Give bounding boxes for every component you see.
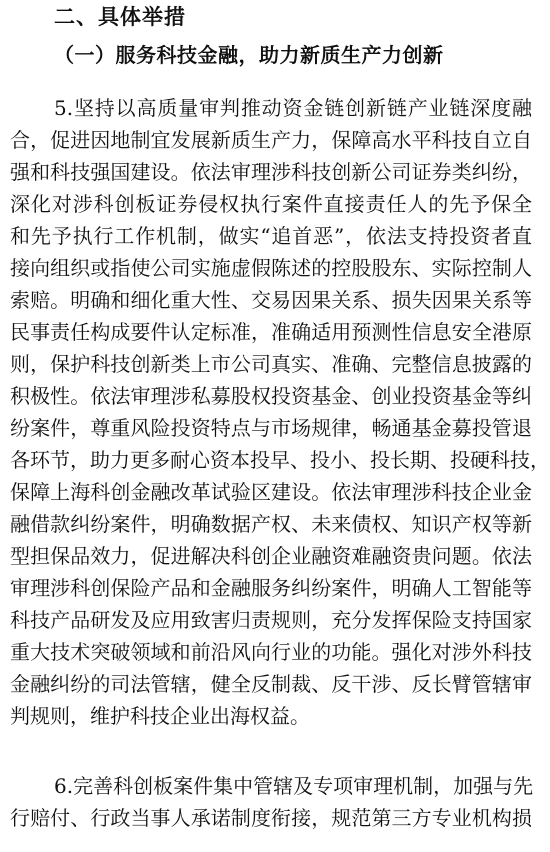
paragraph-6-line: 6.完善科创板案件集中管辖及专项审理机制，加强与先 [54,774,534,798]
paragraph-5-line: 则，保护科技创新类上市公司真实、准确、完整信息披露的 [10,352,532,376]
paragraph-5-line: 保障上海科创金融改革试验区建设。依法审理涉科技企业金 [10,480,532,504]
section-heading: 二、具体举措 [54,5,186,29]
paragraph-5-line: 纷案件，尊重风险投资特点与市场规律，畅通基金募投管退 [10,416,532,440]
paragraph-5-line: 强和科技强国建设。依法审理涉科技创新公司证券类纠纷， [10,160,532,184]
paragraph-5-line: 积极性。依法审理涉私募股权投资基金、创业投资基金等纠 [10,384,532,408]
paragraph-5-line: 接向组织或指使公司实施虚假陈述的控股股东、实际控制人 [10,256,532,280]
paragraph-5-line: 各环节，助力更多耐心资本投早、投小、投长期、投硬科技， [10,448,550,472]
paragraph-5-line: 融借款纠纷案件，明确数据产权、未来债权、知识产权等新 [10,512,532,536]
paragraph-5-line: 索赔。明确和细化重大性、交易因果关系、损失因果关系等 [10,288,532,312]
paragraph-5-line: 科技产品研发及应用致害归责规则，充分发挥保险支持国家 [10,608,532,632]
paragraph-5-line: 判规则，维护科技企业出海权益。 [10,704,310,728]
paragraph-5-line: 民事责任构成要件认定标准，准确适用预测性信息安全港原 [10,320,532,344]
paragraph-5-line: 型担保品效力，促进解决科创企业融资难融资贵问题。依法 [10,544,532,568]
paragraph-5-line: 重大技术突破领域和前沿风向行业的功能。强化对涉外科技 [10,640,532,664]
paragraph-5-line: 合，促进因地制宜发展新质生产力，保障高水平科技自立自 [10,128,532,152]
paragraph-5-line: 和先予执行工作机制，做实“追首恶”，依法支持投资者直 [10,224,532,248]
paragraph-6-line: 行赔付、行政当事人承诺制度衔接，规范第三方专业机构损 [10,806,532,830]
paragraph-5-line: 金融纠纷的司法管辖，健全反制裁、反干涉、反长臂管辖审 [10,672,532,696]
paragraph-5-line: 审理涉科创保险产品和金融服务纠纷案件，明确人工智能等 [10,576,532,600]
paragraph-5-line: 深化对涉科创板证券侵权执行案件直接责任人的先予保全 [10,192,532,216]
subsection-heading: （一）服务科技金融，助力新质生产力创新 [54,43,444,67]
paragraph-5-line: 5.坚持以高质量审判推动资金链创新链产业链深度融 [54,96,532,120]
